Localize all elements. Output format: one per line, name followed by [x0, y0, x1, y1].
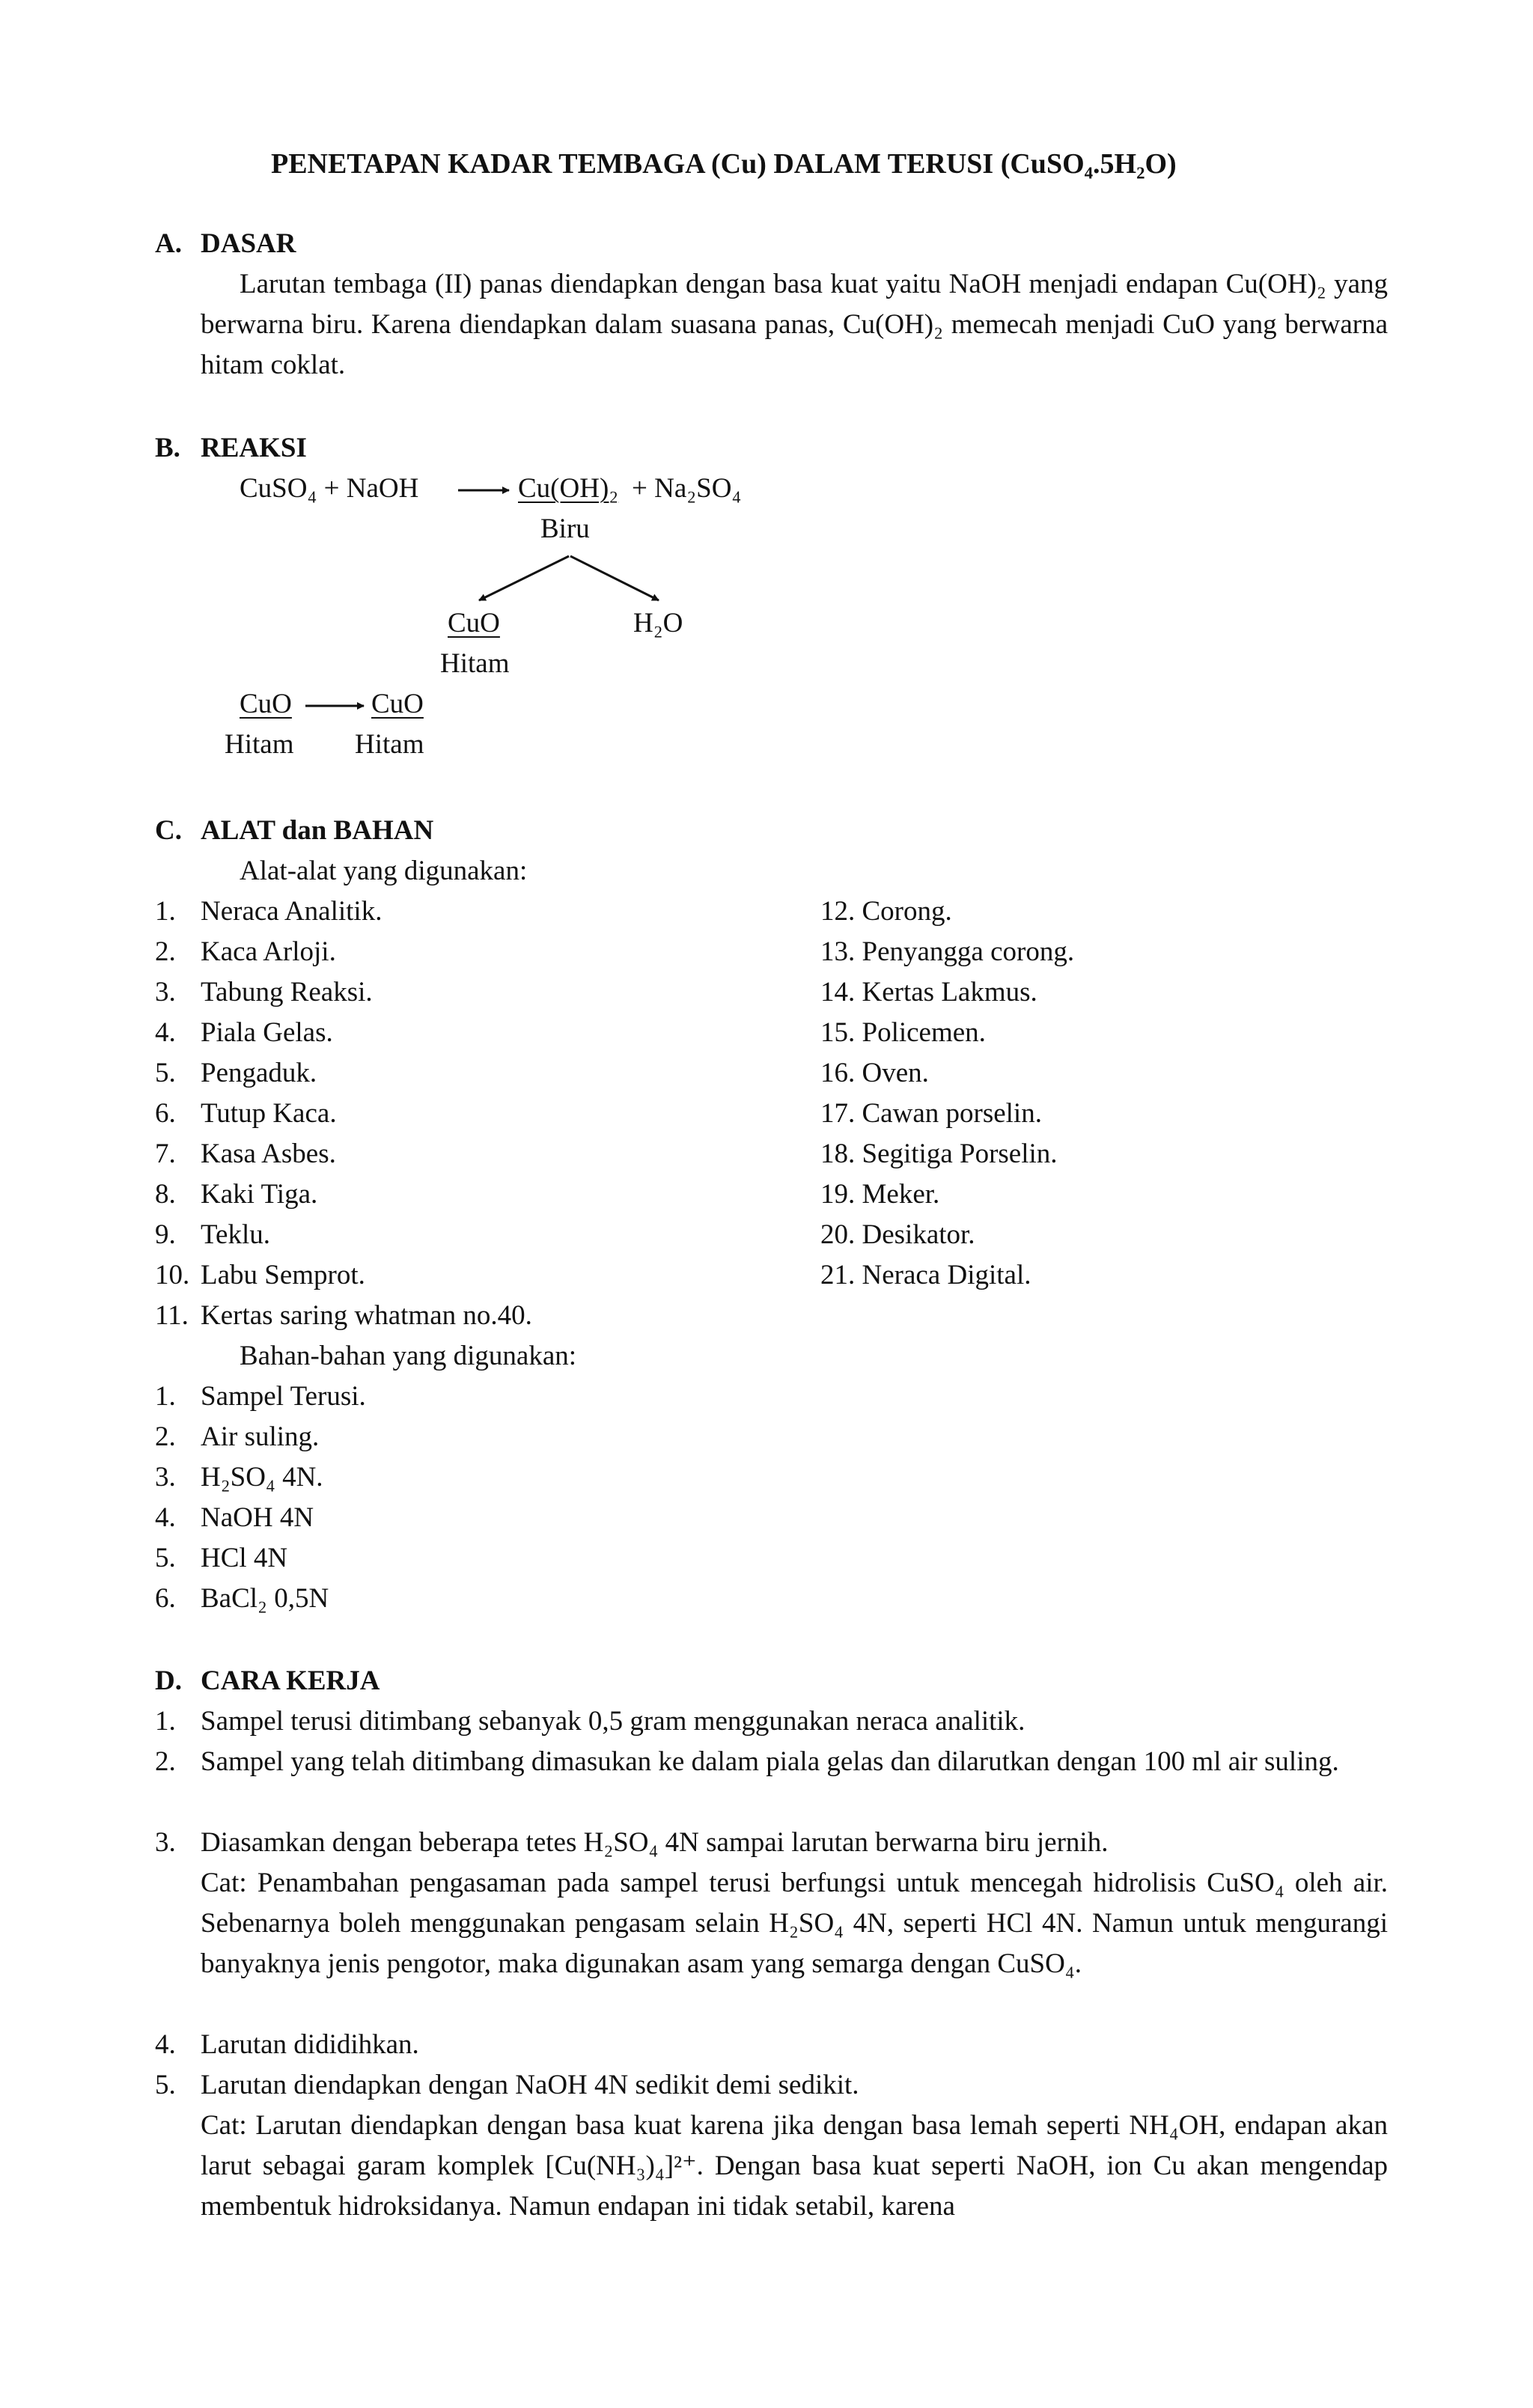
list-item: 15. Policemen. — [820, 1017, 986, 1048]
step-text: Larutan dididihkan. — [201, 2029, 419, 2060]
label-hitam-2: Hitam — [225, 729, 294, 760]
reaction-product-cuoh2: Cu(OH)₂ — [518, 473, 619, 504]
page-title: PENETAPAN KADAR TEMBAGA (Cu) DALAM TERUSI (CuSO₄.5H₂O) — [271, 148, 1177, 180]
list-item-number: 4. — [155, 1502, 176, 1533]
step-number: 5. — [155, 2070, 176, 2100]
section-c-heading: ALAT dan BAHAN — [201, 815, 434, 846]
alat-intro: Alat-alat yang digunakan: — [240, 856, 528, 886]
list-item: Sampel Terusi. — [201, 1381, 366, 1412]
step-number: 4. — [155, 2029, 176, 2060]
step-number: 3. — [155, 1827, 176, 1858]
arrow-to-h2o — [570, 556, 659, 600]
step-note: Cat: Penambahan pengasaman pada sampel terusi berfungsi untuk mencegah hidrolisis CuSO₄ oleh air. Sebenarnya boleh menggunakan pengasam selain H₂SO₄ 4N, seperti HCl 4N. Namun untuk mengurangi banyaknya jenis pengotor, maka digunakan asam yang semarga dengan CuSO₄. — [201, 1868, 1388, 1979]
section-c-letter: C. — [155, 815, 182, 846]
list-item-number: 3. — [155, 1462, 176, 1493]
list-item-number: 5. — [155, 1058, 176, 1088]
list-item-number: 4. — [155, 1017, 176, 1048]
list-item: Neraca Analitik. — [201, 896, 383, 927]
decomp-h2o: H₂O — [633, 608, 683, 638]
list-item-number: 1. — [155, 1381, 176, 1412]
label-hitam-3: Hitam — [355, 729, 424, 760]
list-item-number: 2. — [155, 1421, 176, 1452]
step-text: Sampel terusi ditimbang sebanyak 0,5 gram menggunakan neraca analitik. — [201, 1706, 1025, 1737]
list-item-number: 2. — [155, 936, 176, 967]
list-item-number: 11. — [155, 1300, 189, 1331]
list-item: 12. Corong. — [820, 896, 952, 927]
step-number: 1. — [155, 1706, 176, 1737]
list-item-number: 3. — [155, 977, 176, 1008]
section-a-paragraph: Larutan tembaga (II) panas diendapkan dengan basa kuat yaitu NaOH menjadi endapan Cu(OH)₂ yang berwarna biru. Karena diendapkan dalam suasana panas, Cu(OH)₂ memecah menjadi CuO yang berwarna hitam coklat. — [201, 269, 1388, 380]
list-item-number: 6. — [155, 1583, 176, 1614]
list-item: Tutup Kaca. — [201, 1098, 337, 1129]
decomp-cuo: CuO — [448, 608, 500, 638]
list-item: 21. Neraca Digital. — [820, 1260, 1031, 1290]
list-item: NaOH 4N — [201, 1502, 314, 1533]
list-item: 20. Desikator. — [820, 1219, 975, 1250]
list-item: 16. Oven. — [820, 1058, 929, 1088]
section-d-heading: CARA KERJA — [201, 1665, 380, 1696]
step-note: Cat: Larutan diendapkan dengan basa kuat karena jika dengan basa lemah seperti NH₄OH, endapan akan larut sebagai garam komplek [Cu(NH₃)₄]²⁺. Dengan basa kuat seperti NaOH, ion Cu akan mengendap membentuk hidroksidanya. Namun endapan ini tidak setabil, karena — [201, 2110, 1388, 2222]
section-a-letter: A. — [155, 228, 182, 259]
list-item: Teklu. — [201, 1219, 270, 1250]
list-item: 18. Segitiga Porselin. — [820, 1139, 1058, 1169]
list-item-number: 7. — [155, 1139, 176, 1169]
list-item: H₂SO₄ 4N. — [201, 1462, 323, 1493]
list-item: Air suling. — [201, 1421, 320, 1452]
list-item: HCl 4N — [201, 1543, 288, 1573]
reaction-reactants: CuSO₄ + NaOH — [240, 473, 419, 504]
list-item: Piala Gelas. — [201, 1017, 333, 1048]
label-hitam-1: Hitam — [440, 648, 510, 679]
list-item: Kaki Tiga. — [201, 1179, 318, 1210]
step-number: 2. — [155, 1746, 176, 1777]
arrow-to-cuo — [479, 556, 569, 600]
step-text: Diasamkan dengan beberapa tetes H₂SO₄ 4N sampai larutan berwarna biru jernih. — [201, 1827, 1109, 1858]
list-item: Kaca Arloji. — [201, 936, 336, 967]
list-item-number: 9. — [155, 1219, 176, 1250]
list-item: Tabung Reaksi. — [201, 977, 373, 1008]
list-item-number: 10. — [155, 1260, 190, 1290]
label-biru: Biru — [540, 513, 590, 544]
list-item: Pengaduk. — [201, 1058, 317, 1088]
bahan-intro: Bahan-bahan yang digunakan: — [240, 1341, 577, 1371]
list-item-number: 1. — [155, 896, 176, 927]
section-b-heading: REAKSI — [201, 433, 307, 463]
list-item-number: 6. — [155, 1098, 176, 1129]
list-item: Labu Semprot. — [201, 1260, 365, 1290]
list-item: Kertas saring whatman no.40. — [201, 1300, 532, 1331]
list-item: 14. Kertas Lakmus. — [820, 977, 1037, 1008]
step-text: Sampel yang telah ditimbang dimasukan ke dalam piala gelas dan dilarutkan dengan 100 ml air suling. — [201, 1746, 1339, 1777]
cuo-right: CuO — [371, 689, 424, 719]
reaction-product-na2so4: + Na₂SO₄ — [632, 473, 742, 504]
list-item: 17. Cawan porselin. — [820, 1098, 1042, 1129]
list-item-number: 8. — [155, 1179, 176, 1210]
step-text: Larutan diendapkan dengan NaOH 4N sedikit demi sedikit. — [201, 2070, 859, 2100]
section-b-letter: B. — [155, 433, 180, 463]
section-a-heading: DASAR — [201, 228, 296, 259]
cuo-left: CuO — [240, 689, 292, 719]
list-item: Kasa Asbes. — [201, 1139, 336, 1169]
list-item: 13. Penyangga corong. — [820, 936, 1075, 967]
list-item: 19. Meker. — [820, 1179, 940, 1210]
list-item: BaCl₂ 0,5N — [201, 1583, 329, 1614]
list-item-number: 5. — [155, 1543, 176, 1573]
section-d-letter: D. — [155, 1665, 182, 1696]
